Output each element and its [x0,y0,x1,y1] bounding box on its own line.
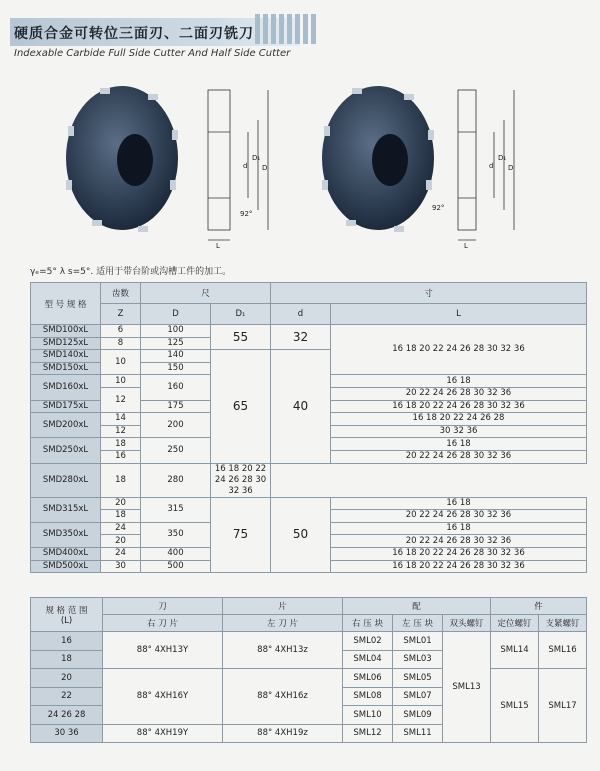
table-cell: 88° 4XH13Y [103,632,223,669]
table-cell: 20 22 24 26 28 30 32 36 [331,387,587,400]
label-D-right: D [508,164,514,172]
header-stripes [255,14,316,44]
label-D: D [262,164,268,172]
table-cell: 40 [271,350,331,463]
parts-table [30,597,587,743]
table-cell: 18 [101,438,141,451]
table-cell: 250 [141,438,211,463]
col-teeth: 齿数 [101,283,141,304]
table-cell: SML10 [343,706,393,725]
table-cell: 75 [211,497,271,573]
table-cell: 10 [101,350,141,375]
table-cell: SML02 [343,632,393,651]
table-cell: SML12 [343,724,393,743]
table-cell: 30 [101,560,141,573]
table-cell: 88° 4XH19Y [103,724,223,743]
table-cell: SML03 [393,650,443,669]
table-cell: SML04 [343,650,393,669]
table-cell: SML05 [393,669,443,688]
table-cell: 175 [141,400,211,413]
table-cell: 350 [141,522,211,547]
col-left-blade: 左 刀 片 [223,615,343,632]
col-range-unit: (L) [60,615,73,626]
table-cell: SMD175xL [31,400,101,413]
table-cell: 88° 4XH13z [223,632,343,669]
col-blade-b: 片 [223,598,343,615]
table-cell: 16 [101,450,141,463]
table-cell: 88° 4XH16z [223,669,343,725]
table-cell: SMD280xL [31,463,101,497]
table-cell: SML14 [491,632,539,669]
label-L: L [216,242,220,250]
table-cell: SML17 [539,669,587,743]
table-cell: 100 [141,325,211,338]
table-cell: SML06 [343,669,393,688]
table-cell: 20 22 24 26 28 30 32 36 [331,450,587,463]
table-cell: 16 18 20 22 24 26 28 30 32 36 [331,325,587,375]
table-cell: 200 [141,413,211,438]
table-cell: SMD250xL [31,438,101,463]
table-cell: 30 32 36 [331,425,587,438]
table-cell: 16 18 [331,375,587,388]
table-cell: 16 18 [331,497,587,510]
table-cell: 20 [101,535,141,548]
table-cell: 12 [101,425,141,438]
page-subtitle: Indexable Carbide Full Side Cutter And Half Side Cutter [14,48,291,59]
table-cell: SMD200xL [31,413,101,438]
table-cell: SMD315xL [31,497,101,522]
table-cell: SMD160xL [31,375,101,400]
table-cell: SML16 [539,632,587,669]
angle-label-right: 92° [432,204,445,212]
table-cell: SML13 [443,632,491,743]
table-cell: 16 18 [331,438,587,451]
table-cell: 16 18 20 22 24 26 28 [331,413,587,426]
col-locating-screw: 定位螺钉 [491,615,539,632]
angle-label-left: 92° [240,210,253,218]
product-figures [0,80,600,260]
table-cell: SMD400xL [31,547,101,560]
table-cell: 88° 4XH16Y [103,669,223,725]
cutter-photo-left [66,86,178,232]
table-cell: SMD125xL [31,337,101,350]
table-cell: SMD500xL [31,560,101,573]
col-fit-a: 配 [343,598,491,615]
table-cell: 16 18 20 22 24 26 28 30 32 36 [331,547,587,560]
col-z: Z [101,304,141,325]
col-left-clamp: 左 压 块 [393,615,443,632]
table-cell: 24 [101,522,141,535]
table-cell: 140 [141,350,211,363]
spec-table [30,282,587,573]
table-cell: 16 18 [331,522,587,535]
application-note: γₑ=5° λ s=5°. 适用于带台阶或沟槽工件的加工。 [30,267,232,277]
table-cell: SMD100xL [31,325,101,338]
col-double-screw: 双头螺钉 [443,615,491,632]
table-cell: 18 [101,510,141,523]
page-title: 硬质合金可转位三面刃、二面刃铣刀 [14,26,254,42]
table-cell: 18 [31,650,103,669]
label-L-right: L [464,242,468,250]
col-dim-b: 寸 [271,283,587,304]
col-range [31,598,103,632]
table-cell: SML11 [393,724,443,743]
col-right-clamp: 右 压 块 [343,615,393,632]
table-cell: 20 [31,669,103,688]
table-cell: 150 [141,362,211,375]
col-range-label: 规 格 范 围 [45,605,88,616]
table-cell: 20 [101,497,141,510]
label-d1: D₁ [252,154,261,162]
table-cell: SML09 [393,706,443,725]
table-cell: 55 [211,325,271,350]
table-cell: 400 [141,547,211,560]
col-tightening-screw: 支紧螺钉 [539,615,587,632]
col-D: D [141,304,211,325]
table-cell: SML15 [491,669,539,743]
table-cell: 20 22 24 26 28 30 32 36 [331,510,587,523]
table-cell: 24 26 28 [31,706,103,725]
table-cell: 8 [101,337,141,350]
table-cell: 16 [31,632,103,651]
cutter-drawing-right [458,90,514,240]
col-right-blade: 右 刀 片 [103,615,223,632]
table-cell: 16 18 20 22 24 26 28 30 32 36 [331,400,587,413]
col-blade-a: 刀 [103,598,223,615]
table-cell: SML01 [393,632,443,651]
cutter-drawing-left [208,90,268,240]
table-cell: 88° 4XH19z [223,724,343,743]
table-cell: 20 22 24 26 28 30 32 36 [331,535,587,548]
table-cell: 14 [101,413,141,426]
label-d-right: d [489,162,494,170]
table-cell: SMD150xL [31,362,101,375]
table-cell: 18 [101,463,141,497]
table-cell: SML07 [393,687,443,706]
table-cell: 160 [141,375,211,400]
table-cell: SMD350xL [31,522,101,547]
label-d: d [243,162,248,170]
table-cell: 6 [101,325,141,338]
label-d1-right: D₁ [498,154,507,162]
table-cell: 280 [141,463,211,497]
table-cell: 10 [101,375,141,388]
cutter-photo-right [322,86,434,232]
table-cell: 50 [271,497,331,573]
table-cell: 16 18 20 22 24 26 28 30 32 36 [211,463,271,497]
table-cell: 22 [31,687,103,706]
table-cell: SMD140xL [31,350,101,363]
col-d: d [271,304,331,325]
col-fit-b: 件 [491,598,587,615]
table-cell: 315 [141,497,211,522]
col-dim-a: 尺 [141,283,271,304]
table-cell: 16 18 20 22 24 26 28 30 32 36 [331,560,587,573]
table-cell: 30 36 [31,724,103,743]
col-model: 型 号 规 格 [31,283,101,325]
table-cell: SML08 [343,687,393,706]
col-L: L [331,304,587,325]
table-cell: 125 [141,337,211,350]
table-cell: 32 [271,325,331,350]
col-D1: D₁ [211,304,271,325]
table-cell: 500 [141,560,211,573]
table-cell: 24 [101,547,141,560]
table-cell: 65 [211,350,271,463]
table-cell: 12 [101,387,141,412]
